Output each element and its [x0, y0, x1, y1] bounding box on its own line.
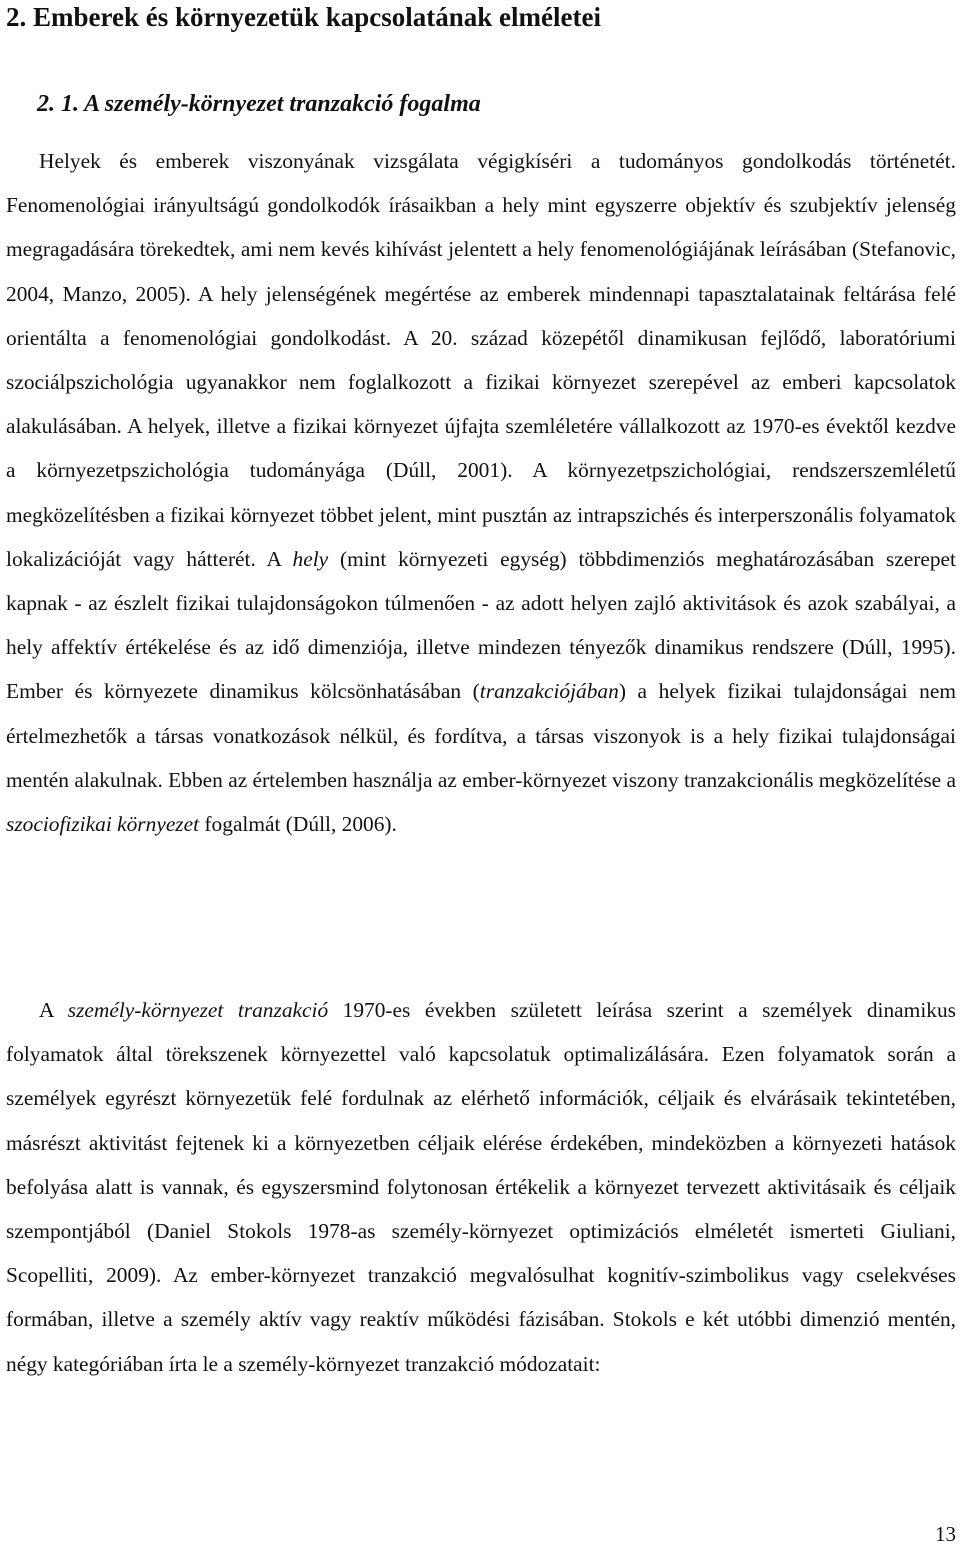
paragraph-2-text-a: A: [39, 998, 68, 1022]
term-hely: hely: [292, 546, 329, 571]
paragraph-1-text-a: Helyek és emberek viszonyának vizsgálata végigkíséri a tudományos gondolkodás történetét. Fenomenológiai irányultságú gondolkodók írásaikban a hely mint egyszerre objektív és szubjektív jelenség megragadására törekedtek, ami nem kevés kihívást jelentett a hely fenomenológiájának leírásában (Stefanovic, 2004, Manzo, 2005). A hely jelenségének megértése az emberek mindennapi tapasztalatainak feltárása felé orientálta a fenomenológiai gondolkodást. A 20. század közepétől dinamikusan fejlődő, laboratóriumi szociálpszichológia ugyanakkor nem foglalkozott a fizikai környezet szerepével az emberi kapcsolatok alakulásában. A helyek, illetve a fizikai környezet újfajta szemléletére vállalkozott az 1970-es évektől kezdve a környezetpszichológia tudományága (Dúll, 2001). A környezetpszichológiai, rendszerszemléletű megközelítésben a fizikai környezet többet jelent, mint pusztán az intrapszichés és interperszonális folyamatok lokalizációját vagy hátterét. A: [6, 149, 956, 571]
term-szemely-kornyezet-tranzakcio: személy-környezet tranzakció: [67, 998, 329, 1022]
document-page: [6, 0, 956, 1548]
paragraph-2: [6, 988, 956, 1386]
paragraph-1-text-d: fogalmát (Dúll, 2006).: [199, 812, 397, 837]
paragraph-1-text-b: (mint környezeti egység) többdimenziós meghatározásában szerepet kapnak - az észlelt fizikai tulajdonságokon túlmenően - az adott helyen zajló aktivitások és azok szabályai, a hely affektív értékelése és az idő dimenziója, illetve mindezen tényezők dinamikus rendszere (Dúll, 1995). Ember és környezete dinamikus kölcsönhatásában (: [6, 546, 956, 704]
page-number: 13: [935, 1522, 956, 1546]
section-title: 2. 1. A személy-környezet tranzakció fogalma: [37, 91, 481, 117]
paragraph-1-text-c: ) a helyek fizikai tulajdonságai nem értelmezhetők a társas vonatkozások nélkül, és fordítva, a társas viszonyok is a hely fizikai tulajdonságai mentén alakulnak. Ebben az értelemben használja az ember-környezet viszony tranzakcionális megközelítése a: [6, 679, 956, 792]
term-szociofizikai-kornyezet: szociofizikai környezet: [6, 812, 200, 837]
paragraph-2-text-b: 1970-es években született leírása szerint a személyek dinamikus folyamatok által törekszenek környezettel való kapcsolatuk optimalizálására. Ezen folyamatok során a személyek egyrészt környezetük felé fordulnak az elérhető információk, céljaik és elvárásaik tekintetében, másrészt aktivitást fejtenek ki a környezetben céljaik elérése érdekében, mindeközben a környezeti hatások befolyása alatt is vannak, és egyszersmind folytonosan értékelik a környezet tervezett aktivitásaik és céljaik szempontjából (Daniel Stokols 1978-as személy-környezet optimizációs elméletét ismerteti Giuliani, Scopelliti, 2009). Az ember-környezet tranzakció megvalósulhat kognitív-szimbolikus vagy cselekvéses formában, illetve a személy aktív vagy reaktív működési fázisában. Stokols e két utóbbi dimenzió mentén, négy kategóriában írta le a személy-környezet tranzakció módozatait:: [6, 998, 956, 1376]
paragraph-1: [6, 139, 956, 846]
chapter-title: 2. Emberek és környezetük kapcsolatának elméletei: [6, 2, 601, 32]
term-tranzakciojaban: tranzakciójában: [479, 679, 619, 704]
